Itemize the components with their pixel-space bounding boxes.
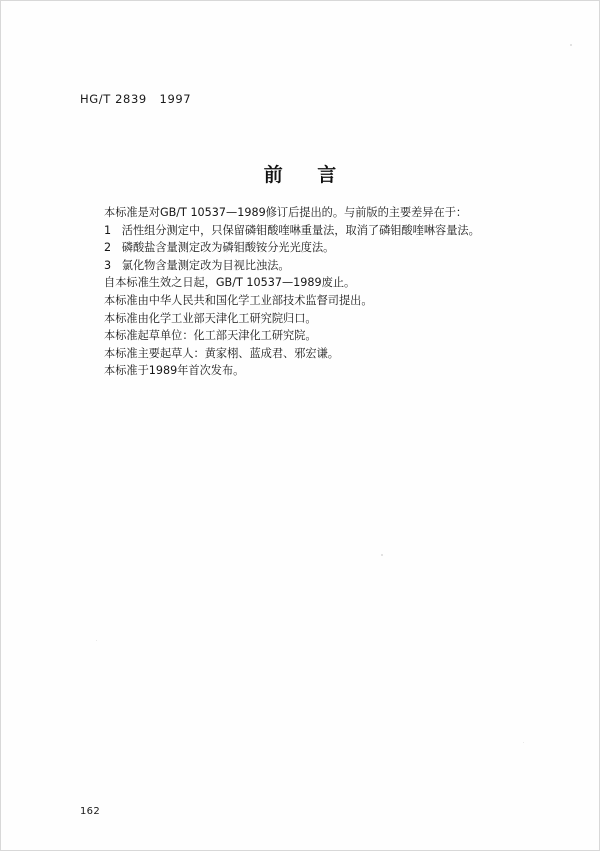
body-paragraph: 本标准是对GB/T 10537—1989修订后提出的。与前版的主要差异在于： (104, 206, 468, 219)
scan-artifact (381, 554, 383, 556)
scan-artifact (96, 640, 97, 641)
body-paragraph: 3 氯化物含量测定改为目视比浊法。 (104, 258, 290, 272)
scan-artifact (523, 742, 524, 743)
foreword-body (104, 204, 480, 380)
body-paragraph: 1 活性组分测定中，只保留磷钼酸喹啉重量法，取消了磷钼酸喹啉容量法。 (104, 223, 480, 237)
body-paragraph: 本标准由化学工业部天津化工研究院归口。 (104, 311, 317, 325)
body-paragraph: 本标准于1989年首次发布。 (104, 364, 245, 378)
standard-code-header: HG/T 2839 1997 (80, 92, 192, 106)
page-number: 162 (80, 806, 100, 817)
scan-artifact (570, 44, 572, 46)
body-paragraph: 本标准主要起草人：黄家栩、蓝成君、邪宏谦。 (104, 346, 339, 360)
body-paragraph: 自本标准生效之日起，GB/T 10537—1989废止。 (104, 276, 356, 290)
body-paragraph: 本标准起草单位：化工部天津化工研究院。 (104, 329, 317, 343)
body-paragraph: 本标准由中华人民共和国化学工业部技术监督司提出。 (104, 293, 373, 307)
body-paragraph: 2 磷酸盐含量测定改为磷钼酸铵分光光度法。 (104, 241, 335, 255)
page-title: 前 言 (263, 164, 351, 186)
